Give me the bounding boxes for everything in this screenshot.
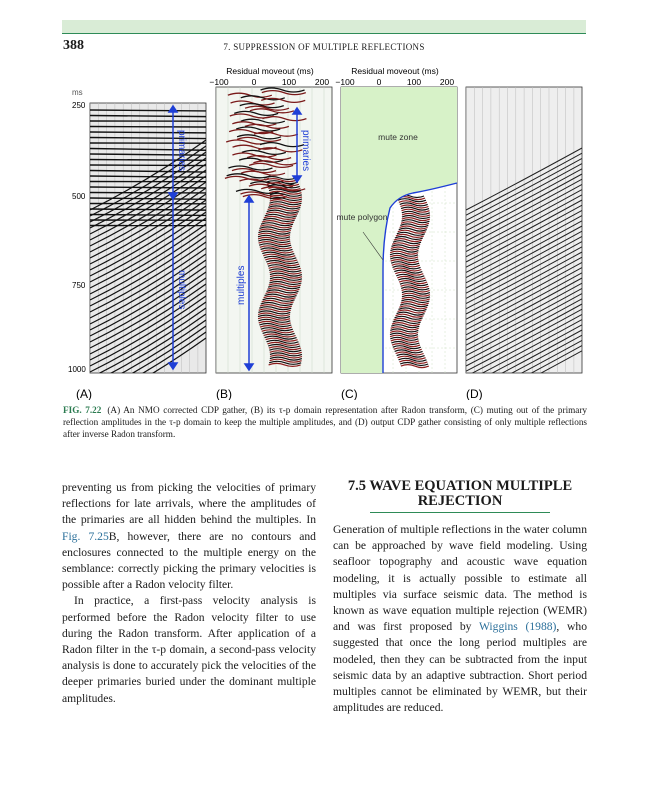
time-tick-500: 500 (72, 192, 86, 201)
label-multiples-a: multiples (176, 270, 187, 310)
page-number: 388 (63, 38, 84, 53)
panel-label-c: (C) (341, 387, 358, 400)
citation-link[interactable]: Wiggins (1988) (478, 620, 557, 634)
tick-c-1: −100 (335, 77, 355, 87)
label-primaries-a: primaries (176, 130, 187, 172)
section-rule (370, 512, 550, 513)
axis-title-c: Residual moveout (ms) (351, 66, 439, 76)
tick-c-3: 100 (406, 77, 422, 87)
tick-c-2: 0 (376, 77, 382, 87)
tick-b-3: 100 (281, 77, 297, 87)
right-column (333, 522, 587, 716)
time-unit: ms (72, 88, 83, 97)
figure-link[interactable]: Fig. 7.25 (62, 529, 109, 543)
time-tick-1000: 1000 (68, 365, 86, 374)
tick-b-4: 200 (314, 77, 330, 87)
figure-caption (63, 404, 587, 440)
label-primaries-b: primaries (300, 130, 311, 172)
left-p1-text-a: preventing us from picking the velocities of primary reflections for late arrivals, where the amplitudes of the primaries are all hidden behind the multiples. In (62, 481, 316, 527)
right-paragraph-1 (333, 522, 587, 716)
axis-title-b: Residual moveout (ms) (226, 66, 314, 76)
header-rule (62, 33, 586, 34)
caption-label: FIG. 7.22 (63, 405, 102, 415)
caption-text: (A) An NMO corrected CDP gather, (B) its τ-p domain representation after Radon transform, (C) muting out of the primary reflection amplitudes in the τ-p domain to keep the multiple amplitudes, and (D) output CDP gather consisting of only multiple reflections after inverse Radon transform. (63, 405, 587, 439)
right-p1-text-a: Generation of multiple reflections in the water column can be approached by wave field modeling. Using seafloor topography and acoustic wave equation modeling, it is actually possible to estimate all multiples via surface seismic data. The method is known as wave equation multiple rejection (WEMR) and was first proposed by (333, 523, 587, 634)
running-head: 7. SUPPRESSION OF MULTIPLE REFLECTIONS (223, 42, 425, 52)
panel-label-b: (B) (216, 387, 232, 400)
label-multiples-b: multiples (236, 265, 247, 305)
left-column (62, 480, 316, 707)
left-paragraph-2: In practice, a first-pass velocity analysis is performed before the Radon velocity filter to use during the Radon transform. After application of a Radon filter in the τ-p domain, a second-pass velocity analysis is done to accurately pick the velocities of the deeper primaries buried under the dominant multiple amplitudes. (62, 594, 316, 705)
left-paragraph-1 (62, 480, 316, 593)
left-p1-text-b: B, however, there are no contours and enclosures connected to the multiple energy on the semblance: correctly picking the primary velocities is possible after a Radon velocity filter. (62, 529, 316, 592)
right-p1-text-b: , who suggested that once the long period multiples are modeled, then they can be subtracted from the input seismic data by an adaptive subtraction. Short period multiples cannot be eliminated by WEMR, but their amplitudes are reduced. (333, 620, 588, 715)
section-heading: 7.5 WAVE EQUATION MULTIPLE REJECTION (347, 478, 573, 509)
tick-b-2: 0 (251, 77, 257, 87)
time-tick-750: 750 (72, 281, 86, 290)
panel-label-a: (A) (76, 387, 92, 400)
tick-b-1: −100 (209, 77, 229, 87)
panel-label-d: (D) (466, 387, 483, 400)
time-tick-250: 250 (72, 101, 86, 110)
header-band (62, 20, 586, 33)
tick-c-4: 200 (439, 77, 455, 87)
label-mute-zone: mute zone (378, 132, 418, 142)
label-mute-polygon: mute polygon (336, 212, 388, 222)
figure-7-22 (0, 60, 648, 400)
